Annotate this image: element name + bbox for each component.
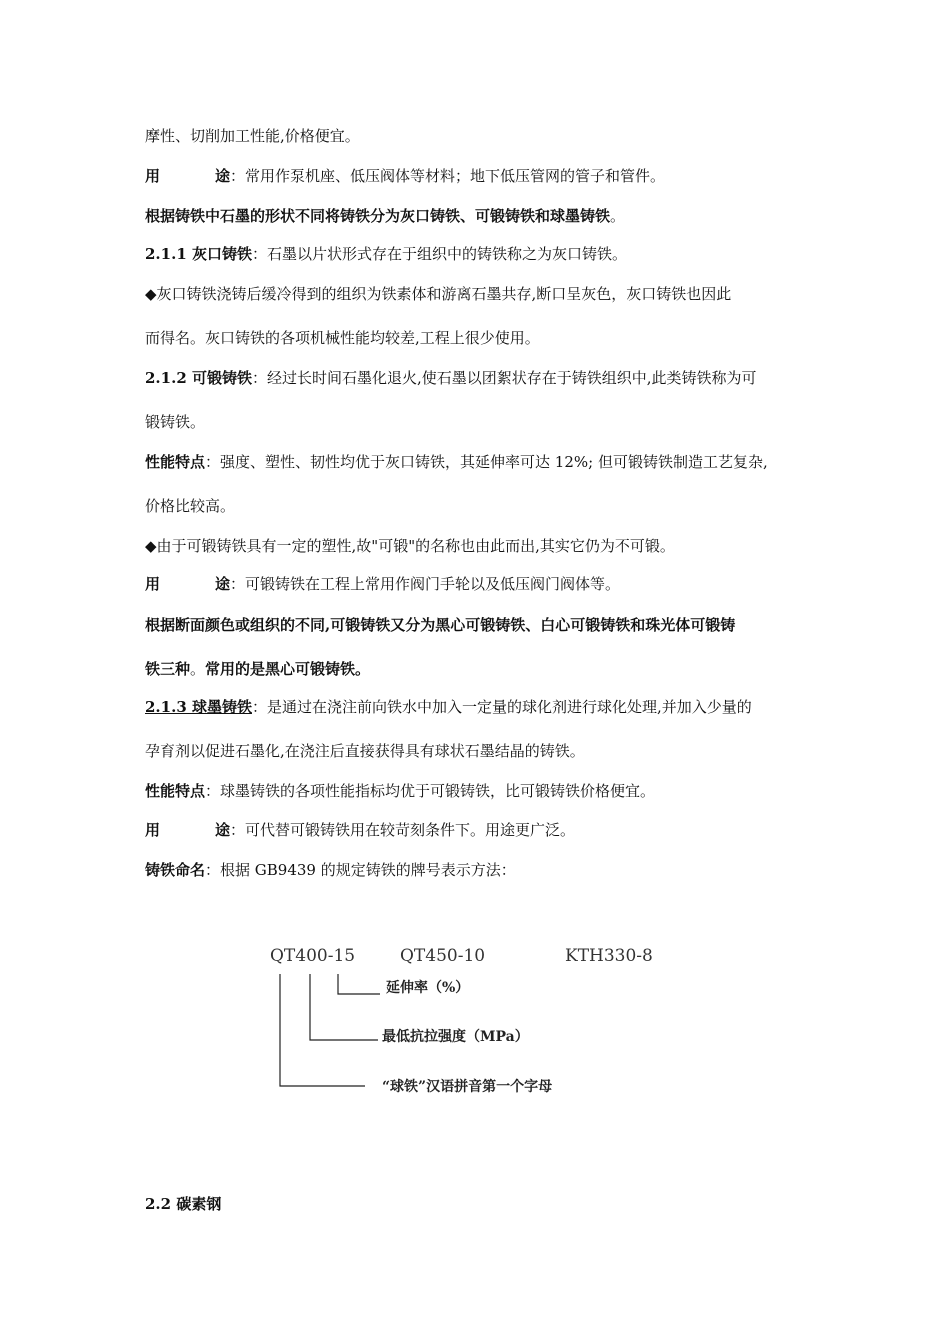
grade-designation-diagram [260,938,680,1108]
paragraph-line: 孕育剂以促进石墨化,在浇注后直接获得具有球状石墨结晶的铸铁。 [145,742,585,760]
section-2-1-3 [145,696,815,718]
use-line-3 [145,819,815,841]
naming-line [145,859,815,881]
elongation-bracket [338,974,380,994]
classification-heading-end: 。 [610,207,626,225]
section-2-1-1-text: ：石墨以片状形式存在于组织中的铸铁称之为灰口铸铁。 [251,245,627,263]
performance-text: ：球墨铸铁的各项性能指标均优于可锻铸铁，比可锻铸铁价格便宜。 [205,782,656,800]
section-2-1-2 [145,367,815,389]
text-span: 铁三种 [145,660,191,678]
use-label-b: 途 [215,575,231,593]
classification-heading [145,205,815,227]
paragraph-line [145,658,815,680]
strength-bracket [310,974,378,1040]
use-line-2 [145,573,815,595]
label-pinyin-letters: “球铁”汉语拼音第一个字母 [382,1079,553,1095]
grade-qt450-10: QT450-10 [400,946,486,966]
paragraph-line: ◆灰口铸铁浇铸后缓冷得到的组织为铁素体和游离石墨共存,断口呈灰色，灰口铸铁也因此 [145,285,732,303]
text-span: 。 [190,660,206,678]
grade-kth330-8: KTH330-8 [565,946,653,966]
use-label-a: 用 [145,575,161,593]
label-elongation: 延伸率（%） [386,980,470,996]
paragraph-line: 根据断面颜色或组织的不同,可锻铸铁又分为黑心可锻铸铁、白心可锻铸铁和珠光体可锻铸 [145,616,736,634]
naming-label: 铸铁命名 [145,861,206,879]
use-label-a: 用 [145,167,161,185]
paragraph-line: 锻铸铁。 [145,413,206,431]
section-2-1-3-title: 2.1.3 球墨铸铁 [145,698,252,716]
use-label-a: 用 [145,821,161,839]
section-2-1-2-text: ：经过长时间石墨化退火,使石墨以团絮状存在于铸铁组织中,此类铸铁称为可 [251,369,757,387]
performance-label: 性能特点 [145,453,206,471]
performance-line-2 [145,780,815,802]
section-2-1-1 [145,243,815,265]
naming-text: ：根据 GB9439 的规定铸铁的牌号表示方法： [205,861,516,879]
use-label-b: 途 [215,821,231,839]
paragraph-line: 摩性、切削加工性能,价格便宜。 [145,127,360,145]
paragraph-line: ◆由于可锻铸铁具有一定的塑性,故"可锻"的名称也由此而出,其实它仍为不可锻。 [145,537,675,555]
performance-label: 性能特点 [145,782,206,800]
paragraph-line: 而得名。灰口铸铁的各项机械性能均较差,工程上很少使用。 [145,329,540,347]
paragraph-line: 价格比较高。 [145,497,236,515]
use-line-1 [145,165,815,187]
classification-heading-text: 根据铸铁中石墨的形状不同将铸铁分为灰口铸铁、可锻铸铁和球墨铸铁 [145,207,611,225]
grade-qt400-15: QT400-15 [270,946,356,966]
section-2-1-1-title: 2.1.1 灰口铸铁 [145,245,252,263]
use-text: ：可代替可锻铸铁用在较苛刻条件下。用途更广泛。 [230,821,576,839]
use-text: ：可锻铸铁在工程上常用作阀门手轮以及低压阀门阀体等。 [230,575,621,593]
label-tensile-strength: 最低抗拉强度（MPa） [382,1029,529,1045]
letters-bracket [280,974,365,1086]
use-text: ：常用作泵机座、低压阀体等材料；地下低压管网的管子和管件。 [230,167,666,185]
section-2-1-2-title: 2.1.2 可锻铸铁 [145,369,252,387]
use-label-b: 途 [215,167,231,185]
performance-line-1 [145,451,815,473]
section-2-1-3-text: ：是通过在浇注前向铁水中加入一定量的球化剂进行球化处理,并加入少量的 [251,698,752,716]
performance-text: ：强度、塑性、韧性均优于灰口铸铁，其延伸率可达 12%; 但可锻铸铁制造工艺复杂, [205,453,768,471]
section-2-2-title: 2.2 碳素钢 [145,1195,222,1213]
text-span: 常用的是黑心可锻铸铁。 [205,660,371,678]
